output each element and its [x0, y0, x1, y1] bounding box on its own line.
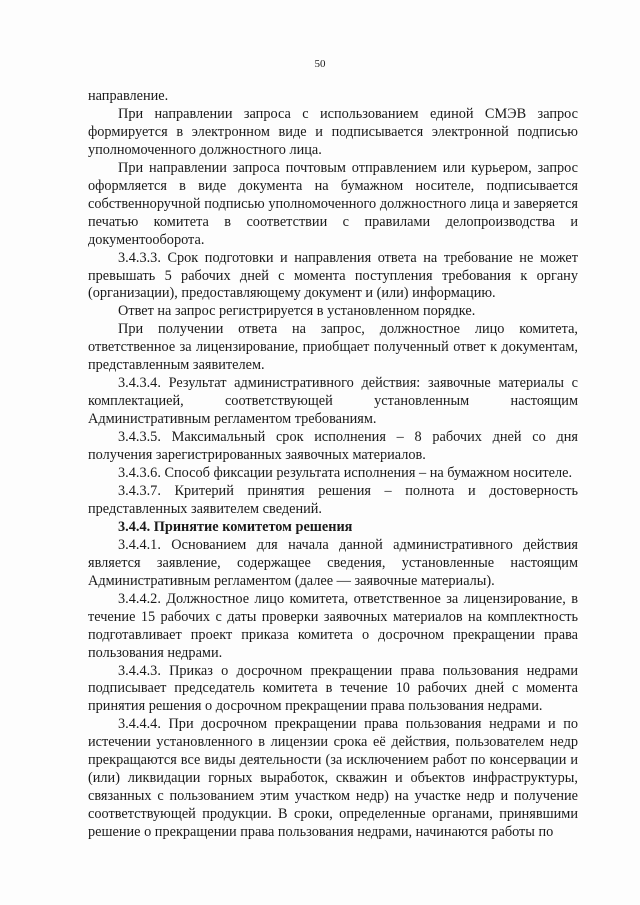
paragraph-7: 3.4.3.4. Результат административного действия: заявочные материалы с комплектацией, соответствующей установленным настоящим Административным регламентом требованиям. [88, 375, 578, 428]
paragraph-10: 3.4.3.7. Критерий принятия решения – полнота и достоверность представленных заявителем сведений. [88, 482, 578, 517]
paragraph-13: 3.4.4.2. Должностное лицо комитета, ответственное за лицензирование, в течение 15 рабочих с даты проверки заявочных материалов на комплектность подготавливает проект приказа комитета о досрочном прекращении права пользования недрами. [88, 590, 578, 661]
paragraph-8: 3.4.3.5. Максимальный срок исполнения – 8 рабочих дней со дня получения зарегистрированных заявочных материалов. [88, 429, 578, 464]
paragraph-14: 3.4.4.3. Приказ о досрочном прекращении права пользования недрами подписывает председатель комитета в течение 10 рабочих дней с момента принятия решения о досрочном прекращении права пользования недрами. [88, 662, 578, 715]
paragraph-9: 3.4.3.6. Способ фиксации результата исполнения – на бумажном носителе. [118, 465, 573, 482]
paragraph-4: 3.4.3.3. Срок подготовки и направления ответа на требование не может превышать 5 рабочих дней с момента поступления требования к органу (организации), предоставляющему документ и (или) информацию. [88, 249, 578, 302]
paragraph-12: 3.4.4.1. Основанием для начала данной административного действия является заявление, содержащее сведения, установленные настоящим Административным регламентом (далее — заявочные материалы). [88, 536, 578, 589]
paragraph-2: При направлении запроса с использованием единой СМЭВ запрос формируется в электронном виде и подписывается электронной подписью уполномоченного должностного лица. [88, 105, 578, 158]
paragraph-6: При получении ответа на запрос, должностное лицо комитета, ответственное за лицензирование, приобщает полученный ответ к документам, представленным заявителем. [88, 321, 578, 374]
page-number: 50 [314, 58, 326, 70]
paragraph-15: 3.4.4.4. При досрочном прекращении права пользования недрами и по истечении установленного в лицензии срока её действия, пользователем недр прекращаются все виды деятельности (за исключением работ по консервации и (или) ликвидации горных выработок, скважин и объектов инфраструктуры, связанных с пользованием этим участком недр) на участке недр и получение соответствующей продукции. В сроки, определенные органами, принявшими решение о прекращении права пользования недрами, начинаются работы по [88, 716, 578, 841]
section-heading: 3.4.4. Принятие комитетом решения [118, 518, 353, 535]
document-body [88, 88, 578, 842]
paragraph-1: направление. [88, 88, 169, 104]
paragraph-3: При направлении запроса почтовым отправлением или курьером, запрос оформляется в виде документа на бумажном носителе, подписывается собственноручной подписью уполномоченного должностного лица и заверяется печатью комитета в соответствии с правилами делопроизводства и документооборота. [88, 159, 578, 248]
paragraph-5: Ответ на запрос регистрируется в установленном порядке. [118, 303, 476, 320]
